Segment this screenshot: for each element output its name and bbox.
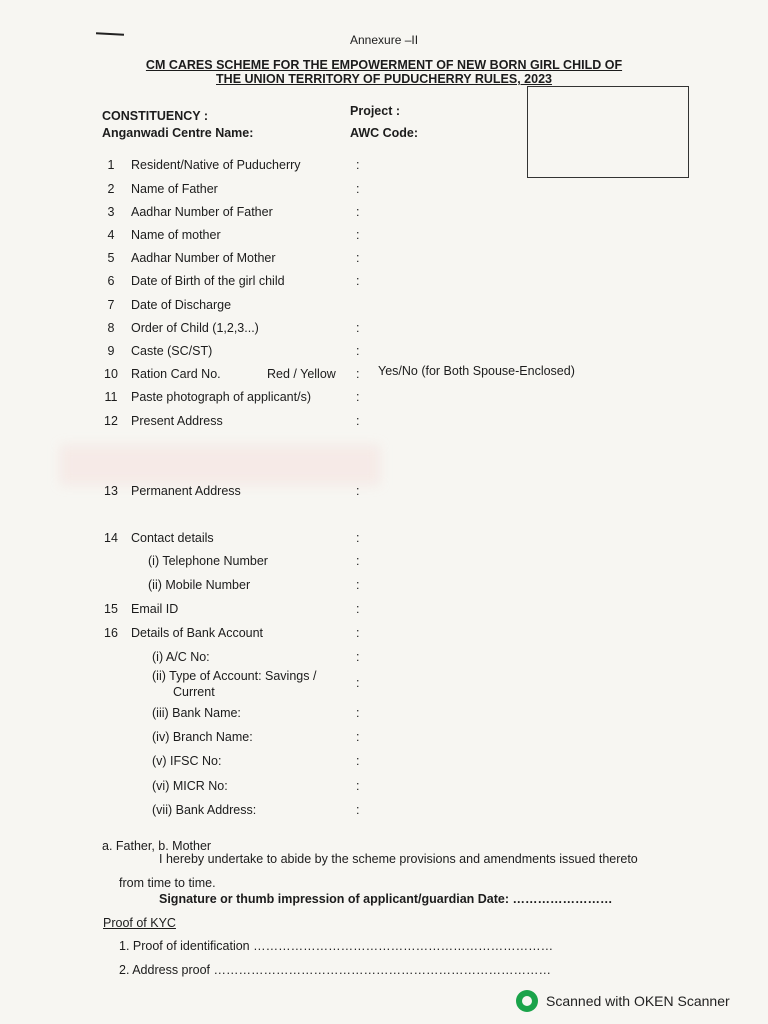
ration-card-note: Yes/No (for Both Spouse-Enclosed)	[378, 364, 575, 378]
row-number: 13	[104, 484, 118, 498]
undertaking-line1: I hereby undertake to abide by the scheme provisions and amendments issued thereto	[159, 852, 638, 866]
row-colon: :	[356, 626, 360, 640]
form-row	[0, 321, 768, 339]
row-number: 6	[107, 274, 115, 288]
row-colon: :	[356, 274, 360, 288]
row-number: 8	[107, 321, 115, 335]
row-colon: :	[356, 676, 360, 690]
row-label: Name of Father	[131, 182, 218, 196]
row-label: (vi) MICR No:	[152, 779, 228, 793]
project-label: Project :	[350, 104, 401, 118]
row-label: Aadhar Number of Mother	[131, 251, 276, 265]
row-colon: :	[356, 205, 360, 219]
row-colon: :	[356, 779, 360, 793]
form-row	[0, 754, 768, 772]
row-number: 7	[107, 298, 115, 312]
row-label: Order of Child (1,2,3...)	[131, 321, 259, 335]
form-row	[0, 274, 768, 292]
row-label: Details of Bank Account	[131, 626, 264, 640]
row-colon: :	[356, 182, 360, 196]
oken-scanner-logo-icon	[516, 990, 538, 1012]
annexure-label: Annexure –II	[350, 33, 419, 47]
row-colon: :	[356, 554, 360, 568]
row-label: (i) Telephone Number	[148, 554, 268, 568]
row-label: (iv) Branch Name:	[152, 730, 253, 744]
row-colon: :	[356, 754, 360, 768]
row-number: 9	[107, 344, 115, 358]
row-label: (v) IFSC No:	[152, 754, 222, 768]
row-colon: :	[356, 414, 360, 428]
form-row	[0, 228, 768, 246]
form-row	[0, 531, 768, 549]
row-label: Caste (SC/ST)	[131, 344, 213, 358]
form-row	[0, 364, 768, 385]
row-number: 11	[104, 390, 118, 404]
row-colon: :	[356, 484, 360, 498]
row-colon: :	[356, 251, 360, 265]
form-row	[0, 650, 768, 668]
row-colon: :	[356, 803, 360, 817]
form-row	[0, 205, 768, 223]
row-number: 4	[107, 228, 115, 242]
form-row	[0, 706, 768, 724]
row-number: 15	[104, 602, 118, 616]
row-number: 5	[107, 251, 115, 265]
row-label: Paste photograph of applicant/s)	[131, 390, 311, 404]
row-colon: :	[356, 344, 360, 358]
form-row	[0, 251, 768, 269]
form-row	[0, 344, 768, 362]
kyc-identification: 1. Proof of identification ………………………………………………………………	[119, 939, 554, 953]
parent-note: a. Father, b. Mother	[102, 839, 212, 853]
corner-dash-mark	[96, 32, 124, 35]
row-label-continuation: Current	[173, 685, 215, 699]
row-colon: :	[356, 390, 360, 404]
row-label: Name of mother	[131, 228, 221, 242]
form-title-line2: THE UNION TERRITORY OF PUDUCHERRY RULES, 2023	[216, 72, 552, 86]
paper-smudge	[60, 445, 380, 485]
form-row	[0, 414, 768, 432]
row-colon: :	[356, 321, 360, 335]
form-row	[0, 298, 768, 316]
row-number: 12	[104, 414, 118, 428]
form-row	[0, 390, 768, 408]
undertaking-line2: from time to time.	[119, 876, 216, 890]
form-title-line1: CM CARES SCHEME FOR THE EMPOWERMENT OF NEW BORN GIRL CHILD OF	[145, 58, 623, 72]
row-label: Resident/Native of Puducherry	[131, 158, 301, 172]
row-label: (ii) Type of Account: Savings /	[152, 669, 317, 683]
form-row	[0, 602, 768, 620]
row-label: (ii) Mobile Number	[148, 578, 251, 592]
row-colon: :	[356, 730, 360, 744]
form-row	[0, 730, 768, 748]
form-row	[0, 484, 768, 502]
row-colon: :	[356, 228, 360, 242]
row-label: Ration Card No.	[131, 367, 221, 381]
row-colon: :	[356, 578, 360, 592]
anganwadi-label: Anganwadi Centre Name:	[102, 126, 254, 140]
row-colon: :	[356, 367, 360, 381]
scanner-watermark-text: Scanned with OKEN Scanner	[546, 993, 730, 1009]
form-row	[0, 779, 768, 797]
row-label: Present Address	[131, 414, 223, 428]
row-label: (i) A/C No:	[152, 650, 210, 664]
form-row	[0, 158, 768, 176]
row-label: Date of Birth of the girl child	[131, 274, 285, 288]
row-number: 1	[107, 158, 115, 172]
kyc-heading: Proof of KYC	[103, 916, 176, 930]
row-number: 10	[104, 367, 118, 381]
row-number: 3	[107, 205, 115, 219]
row-label: (vii) Bank Address:	[152, 803, 257, 817]
row-colon: :	[356, 531, 360, 545]
row-number: 2	[107, 182, 115, 196]
row-colon: :	[356, 706, 360, 720]
form-row	[0, 669, 768, 703]
row-colon: :	[356, 650, 360, 664]
ration-card-color: Red / Yellow	[267, 367, 336, 381]
form-row	[0, 182, 768, 200]
row-label: Email ID	[131, 602, 179, 616]
form-row	[0, 554, 768, 572]
row-number: 16	[104, 626, 118, 640]
row-colon: :	[356, 602, 360, 616]
form-row	[0, 803, 768, 821]
kyc-address-proof: 2. Address proof ………………………………………………………………………	[119, 963, 552, 977]
awc-code-label: AWC Code:	[350, 126, 419, 140]
row-label: Permanent Address	[131, 484, 241, 498]
constituency-label: CONSTITUENCY :	[102, 109, 209, 123]
row-colon: :	[356, 158, 360, 172]
row-label: Date of Discharge	[131, 298, 232, 312]
form-row	[0, 578, 768, 596]
row-label: Aadhar Number of Father	[131, 205, 273, 219]
scanner-watermark	[516, 990, 730, 1012]
row-label: (iii) Bank Name:	[152, 706, 241, 720]
signature-line: Signature or thumb impression of applicant/guardian Date: ……………………	[159, 892, 613, 906]
row-label: Contact details	[131, 531, 214, 545]
form-row	[0, 626, 768, 644]
row-number: 14	[104, 531, 118, 545]
